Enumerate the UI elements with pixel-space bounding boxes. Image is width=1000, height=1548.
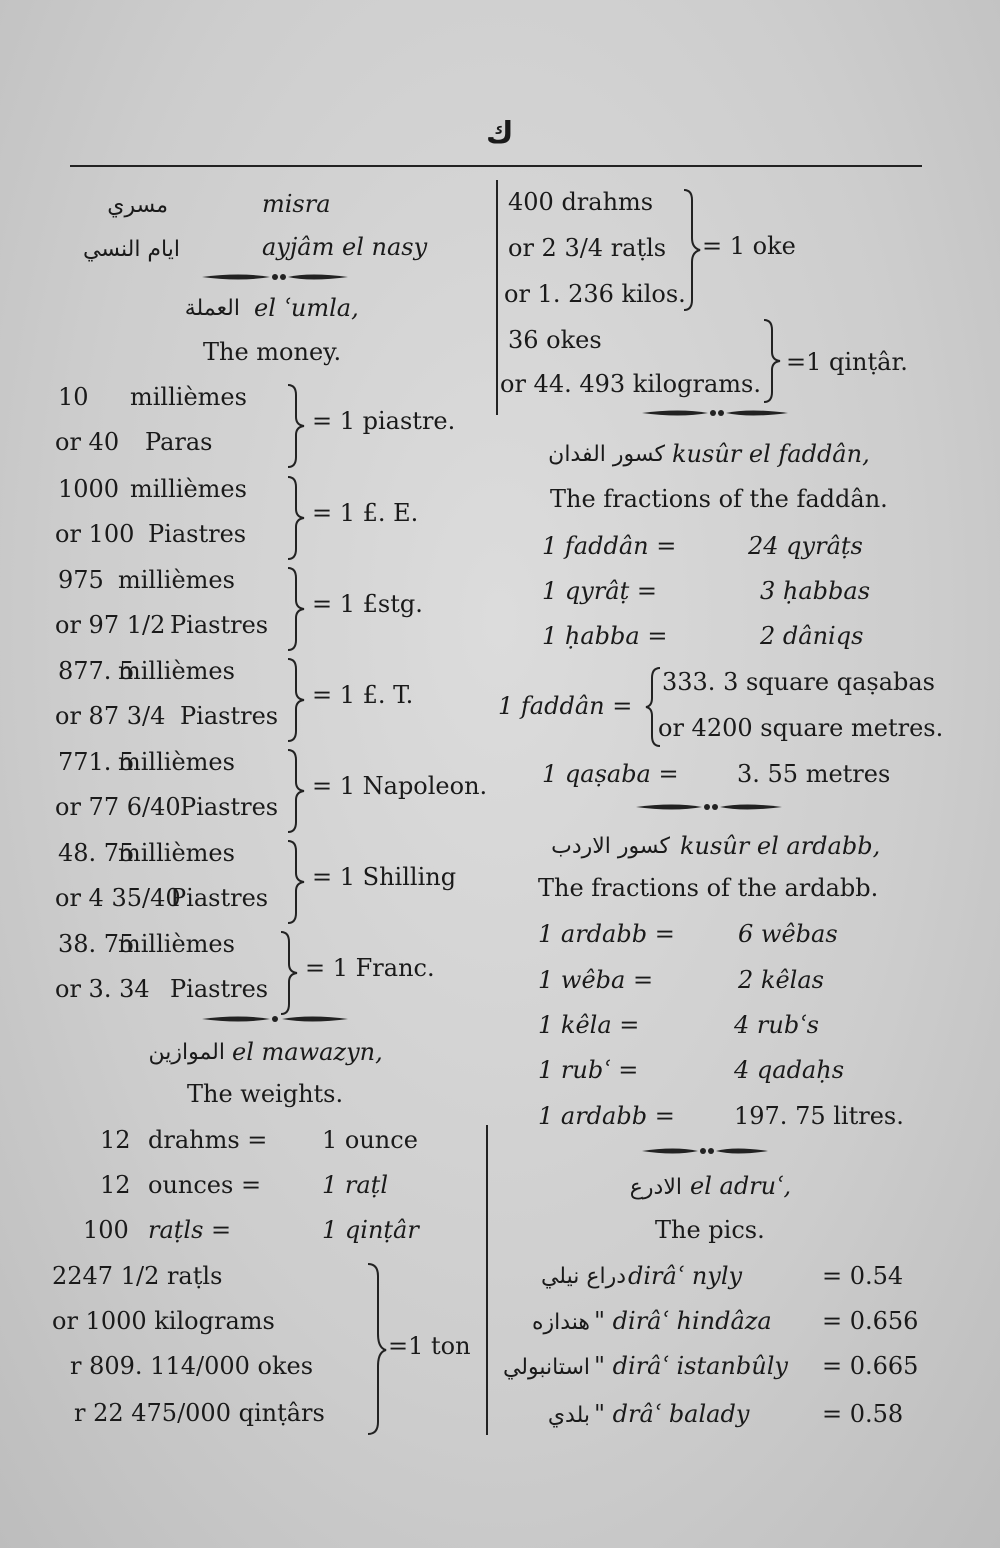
column-divider-bottom [486, 1125, 488, 1435]
qintar-equivalence: =1 qinṭâr. [786, 348, 908, 376]
money-brace [284, 748, 306, 834]
money-equivalence: = 1 piastre. [312, 407, 456, 435]
qintar-brace [760, 318, 784, 404]
money-brace [284, 657, 306, 743]
money-unit: millièmes [118, 748, 235, 776]
money-unit: millièmes [118, 657, 235, 685]
oke-brace [680, 188, 702, 314]
ardabb-row-left: 1 rubʿ = [538, 1056, 639, 1084]
pic-name: dirâʿ nyly [628, 1262, 743, 1290]
faddan-row-left: 1 qaṣaba = [542, 760, 679, 788]
faddan-row-left: 1 faddân = [542, 532, 677, 560]
ton-brace [364, 1262, 388, 1437]
pic-value: = 0.656 [822, 1307, 919, 1335]
money-brace [284, 383, 306, 469]
pic-arabic: هندازه [531, 1310, 590, 1335]
weight-qty: 12 [100, 1126, 131, 1154]
ardabb-row-right: 6 wêbas [738, 920, 838, 948]
faddan-multi-line: 333. 3 square qaṣabas [662, 668, 935, 696]
page-number-mark: ك [486, 116, 514, 151]
money-amount: 48. 75 [58, 839, 135, 867]
money-unit: millièmes [130, 383, 247, 411]
faddan-row-right: 24 qyrâṭs [748, 532, 863, 560]
column-divider-top [496, 180, 498, 415]
ton-line: 2247 1/2 raṭls [52, 1262, 223, 1290]
money-amount: or 3. 34 [55, 975, 150, 1003]
faddan-title: The fractions of the faddân. [550, 485, 888, 513]
oke-line: or 2 3/4 raṭls [508, 234, 667, 262]
pic-arabic: دراع نيلي [540, 1264, 626, 1289]
money-unit: Paras [145, 428, 213, 456]
money-amount: or 40 [55, 428, 120, 456]
pic-value: = 0.58 [822, 1400, 904, 1428]
faddan-row-left: 1 qyrâṭ = [542, 577, 657, 605]
money-amount: 771. 5 [58, 748, 135, 776]
ornament-divider [634, 800, 784, 814]
pic-name: " dirâʿ istanbûly [594, 1352, 788, 1380]
money-amount: 877. 5 [58, 657, 135, 685]
money-brace [284, 475, 306, 561]
weight-qty: 100 [83, 1216, 129, 1244]
money-amount: 38. 75 [58, 930, 135, 958]
money-amount: 10 [58, 383, 89, 411]
header-rule [70, 165, 922, 167]
qintar-line: or 44. 493 kilograms. [500, 370, 761, 398]
money-unit: Piastres [170, 884, 269, 912]
money-latin-heading: el ʿumla, [254, 294, 359, 322]
word-latin: misra [262, 190, 331, 218]
money-unit: Piastres [180, 793, 279, 821]
money-equivalence: = 1 £stg. [312, 590, 423, 618]
pic-name: " dirâʿ hindâza [594, 1307, 772, 1335]
money-equivalence: = 1 £. T. [312, 681, 414, 709]
weight-result: 1 ounce [322, 1126, 418, 1154]
money-amount: or 4 35/40 [55, 884, 181, 912]
faddan-row-left: 1 ḥabba = [542, 622, 668, 650]
ton-line: r 809. 114/000 okes [70, 1352, 314, 1380]
weights-title: The weights. [187, 1080, 344, 1108]
weight-qty: 12 [100, 1171, 131, 1199]
faddan-latin-heading: kusûr el faddân, [672, 440, 870, 468]
money-equivalence: = 1 Napoleon. [312, 772, 488, 800]
money-unit: millièmes [118, 839, 235, 867]
weight-result: 1 raṭl [322, 1171, 388, 1199]
weight-result: 1 qinṭâr [322, 1216, 419, 1244]
pic-value: = 0.54 [822, 1262, 904, 1290]
qintar-line: 36 okes [508, 326, 602, 354]
money-brace [284, 839, 306, 925]
money-unit: millièmes [118, 566, 235, 594]
faddan-row-right: 3. 55 metres [737, 760, 891, 788]
ornament-divider [640, 1144, 770, 1158]
weight-unit: ounces = [148, 1171, 262, 1199]
ardabb-row-right: 4 qadaḥs [734, 1056, 845, 1084]
money-equivalence: = 1 £. E. [312, 499, 419, 527]
oke-equivalence: = 1 oke [702, 232, 796, 260]
weight-unit: drahms = [148, 1126, 268, 1154]
pics-title: The pics. [655, 1216, 765, 1244]
pics-arabic-heading: الادرع [629, 1175, 682, 1200]
faddan-multi-line: or 4200 square metres. [658, 714, 944, 742]
pic-value: = 0.665 [822, 1352, 919, 1380]
money-equivalence: = 1 Franc. [305, 954, 435, 982]
ton-line: or 1000 kilograms [52, 1307, 275, 1335]
money-unit: Piastres [148, 520, 247, 548]
oke-line: or 1. 236 kilos. [504, 280, 686, 308]
ornament-divider [200, 1012, 350, 1026]
money-unit: millièmes [118, 930, 235, 958]
money-unit: Piastres [180, 702, 279, 730]
faddan-multi-label: 1 faddân = [498, 692, 633, 720]
word-arabic: مسري [107, 193, 168, 218]
money-amount: or 100 [55, 520, 135, 548]
ardabb-row-right: 2 kêlas [738, 966, 824, 994]
weights-arabic-heading: الموازين [148, 1040, 225, 1065]
ardabb-title: The fractions of the ardabb. [538, 874, 879, 902]
ton-equivalence: =1 ton [388, 1332, 471, 1360]
faddan-arabic-heading: كسور الفدان [548, 442, 665, 467]
money-equivalence: = 1 Shilling [312, 863, 457, 891]
ardabb-row-left: 1 wêba = [538, 966, 654, 994]
ardabb-row-right: 197. 75 litres. [734, 1102, 904, 1130]
weights-latin-heading: el mawazyn, [232, 1038, 383, 1066]
money-arabic-heading: العملة [184, 296, 240, 321]
money-brace [284, 566, 306, 652]
faddan-row-right: 2 dâniqs [760, 622, 864, 650]
money-brace [277, 930, 299, 1016]
ornament-divider [200, 270, 350, 284]
money-amount: or 97 1/2 [55, 611, 166, 639]
ardabb-row-left: 1 ardabb = [538, 1102, 675, 1130]
money-amount: 975 [58, 566, 104, 594]
ardabb-latin-heading: kusûr el ardabb, [680, 832, 881, 860]
ardabb-arabic-heading: كسور الاردب [551, 834, 670, 859]
ardabb-row-right: 4 rubʿs [734, 1011, 819, 1039]
money-unit: Piastres [170, 611, 269, 639]
ton-line: r 22 475/000 qinṭârs [74, 1399, 325, 1427]
oke-line: 400 drahms [508, 188, 654, 216]
money-amount: 1000 [58, 475, 120, 503]
pic-name: " drâʿ balady [594, 1400, 750, 1428]
pics-latin-heading: el adruʿ, [690, 1172, 792, 1200]
ardabb-row-left: 1 ardabb = [538, 920, 675, 948]
ardabb-row-left: 1 kêla = [538, 1011, 640, 1039]
money-amount: or 87 3/4 [55, 702, 166, 730]
word-arabic: ايام النسي [83, 237, 180, 262]
money-title: The money. [203, 338, 342, 366]
money-amount: or 77 6/40 [55, 793, 181, 821]
weight-unit: raṭls = [148, 1216, 232, 1244]
pic-arabic: استانبولي [502, 1355, 590, 1380]
money-unit: millièmes [130, 475, 247, 503]
word-latin: ayjâm el nasy [262, 233, 428, 261]
faddan-row-right: 3 ḥabbas [760, 577, 871, 605]
pic-arabic: بلدي [547, 1403, 590, 1428]
money-unit: Piastres [170, 975, 269, 1003]
ornament-divider [640, 406, 790, 420]
